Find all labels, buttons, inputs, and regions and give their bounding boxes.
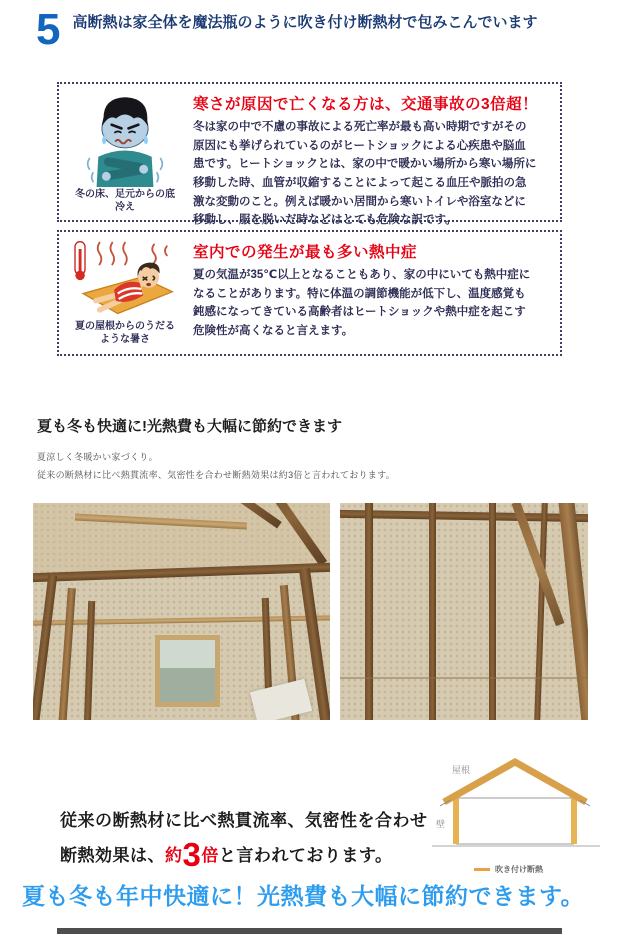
- legend-orange-dash: [474, 868, 490, 871]
- info-box-heading: 室内での発生が最も多い熱中症: [193, 244, 418, 261]
- page-title: 高断熱は家全体を魔法瓶のように吹き付け断熱材で包みこんでいます: [72, 14, 538, 31]
- photo-interior-insulation: [33, 503, 330, 720]
- info-box-body: 夏の気温が35℃以上となることもあり、家の中にいても熱中症になることがあります。特に体温の調節機能が低下し、温度感覚も鈍感になってきている高齢者はヒートショックや熱中症を起こす危険性が高くなると言えます。: [193, 269, 531, 337]
- wall-stud: [58, 588, 76, 720]
- comfort-note-1: 夏涼しく冬暖かい家づくり。: [37, 452, 158, 462]
- illustration-column: [67, 239, 183, 348]
- house-diagram-svg: [428, 754, 606, 858]
- claim-prefix: 断熱効果は、: [60, 846, 165, 865]
- wall-stud: [429, 503, 436, 720]
- next-section-edge: [57, 928, 562, 934]
- wall-stud: [535, 503, 549, 720]
- info-box-heatstroke: [57, 230, 562, 356]
- shivering-man-illustration: [79, 91, 171, 187]
- section-header: [36, 5, 596, 54]
- window: [155, 635, 220, 707]
- claim-suffix: と言われております。: [218, 846, 393, 865]
- corner-post: [558, 503, 588, 720]
- comfort-section: [37, 415, 603, 486]
- bottom-tagline: 夏も冬も年中快適に！光熱費も大幅に節約できます。: [22, 883, 585, 909]
- roof-label: 屋根: [452, 765, 471, 775]
- info-box-text: [183, 91, 550, 227]
- info-box-heading: 寒さが原因で亡くなる方は、交通事故の3倍超！: [193, 96, 539, 113]
- photo-wall-insulation: [340, 503, 588, 720]
- wall-stud: [489, 503, 496, 720]
- claim-line-2: [60, 838, 460, 871]
- wall-stud: [84, 601, 95, 720]
- info-box-cold-risk: [57, 82, 562, 227]
- claim-red-times: 倍: [201, 846, 219, 865]
- info-box-text: [183, 239, 550, 348]
- hand-right: [139, 165, 148, 174]
- thermometer-icon: [75, 242, 85, 280]
- wall-stud: [33, 575, 57, 720]
- comfort-heading: 夏も冬も快適に!光熱費も大幅に節約できます: [37, 418, 342, 435]
- open-mouth: [146, 283, 151, 286]
- house-legend: [474, 864, 606, 875]
- claim-red-approx: 約: [165, 846, 183, 865]
- legend-label: 吹き付け断熱: [495, 865, 543, 874]
- claim-line-1: 従来の断熱材に比べ熱貫流率、気密性を合わせ: [60, 811, 428, 830]
- seam-line: [340, 677, 588, 679]
- wall-stud: [365, 503, 373, 720]
- construction-photos: [33, 503, 588, 720]
- material-sheet: [250, 679, 313, 720]
- illustration-caption: 冬の床、足元からの底冷え: [75, 189, 175, 213]
- top-beam: [340, 509, 588, 521]
- heat-waves-icon: [98, 243, 167, 265]
- hand-left: [102, 172, 111, 181]
- house-cross-section-diagram: [428, 754, 606, 875]
- comfort-note-2: 従来の断熱材に比べ熱貫流率、気密性を合わせ断熱効果は約3倍と言われております。: [37, 470, 395, 480]
- info-box-body: 冬は家の中で不慮の事故による死亡率が最も高い時期ですがその原因にも挙げられているのがヒートショックによる心疾患や脳血患です。ヒートショックとは、家の中で暖かい場所から寒い場所に移動した時、血管が収縮することによって起こる血圧や脈拍の急激な変動のこと。例えば暖かい居間から寒いトイレや浴室などに移動し、服を脱いだ時などはとても危険な訳です。: [193, 121, 537, 227]
- claim-big-number: 3: [182, 836, 202, 873]
- overheated-person-illustration: [69, 239, 181, 319]
- wall-label: 壁: [436, 819, 446, 829]
- section-number: 5: [36, 5, 59, 54]
- illustration-caption: 夏の屋根からのうだるような暑さ: [75, 321, 175, 345]
- illustration-column: [67, 91, 183, 214]
- insulation-claim: [60, 806, 460, 871]
